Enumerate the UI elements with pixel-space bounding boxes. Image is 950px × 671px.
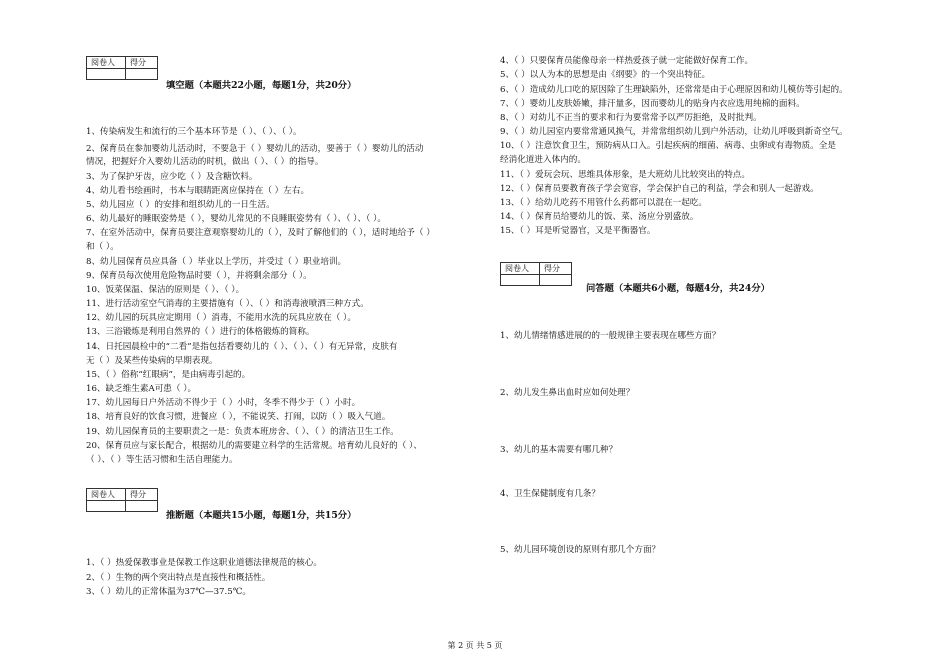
fill-blank-line: 无（ ）及某些传染病的早期表现。 [86,356,218,366]
true-false-line: 8、（ ）对幼儿不正当的要求和行为要常常予以严厉拒绝，及时批判。 [500,113,762,123]
qa-section-title: 问答题（本题共6小题，每题4分，共24分） [586,283,770,294]
reviewer-label: 阅卷人 [501,263,540,275]
true-false-line: 1、（ ）热爱保教事业是保教工作这职业道德法律规范的核心。 [86,558,322,568]
qa-question: 3、幼儿的基本需要有哪几种？ [500,445,618,455]
true-false-section-title: 推断题（本题共15小题，每题1分，共15分） [166,510,357,521]
true-false-line: 3、（ ）幼儿的正常体温为37℃—37.5℃。 [86,587,251,597]
fill-blank-line: 13、三浴锻炼是利用自然界的（ ）进行的体格锻炼的简称。 [86,327,315,337]
fill-blank-line: 15、（ ）俗称“红眼病”，是由病毒引起的。 [86,370,251,380]
fill-blank-line: 8、幼儿园保育员应具备（ ）毕业以上学历，并受过（ ）职业培训。 [86,257,347,267]
qa-question: 5、幼儿园环境创设的原则有那几个方面？ [500,545,661,555]
true-false-line: 11、（ ）爱玩会玩、思维具体形象，是大班幼儿比较突出的特点。 [500,170,750,180]
fill-blank-line: 和（ ）。 [86,242,119,252]
fill-blank-line: 16、缺乏维生素A可患（ ）。 [86,384,197,394]
fill-blank-line: 12、幼儿园的玩具应定期用（ ）消毒，不能用水洗的玩具应放在（ ）。 [86,313,356,323]
reviewer-label: 阅卷人 [87,57,126,69]
fill-blank-line: 11、进行活动室空气消毒的主要措施有（ ）、（ ）和消毒液喷洒三种方式。 [86,299,369,309]
fill-blank-line: 情况，把握好介入婴幼儿活动的时机，做出（ ）、（ ）的指导。 [86,157,324,167]
fill-blank-line: 19、幼儿园保育员的主要职责之一是：负责本班房舍、（ ）、（ ）的清洁卫生工作。 [86,427,399,437]
reviewer-label: 阅卷人 [87,489,126,501]
true-false-line: 15、（ ）耳是听觉器官，又是平衡器官。 [500,226,656,236]
fill-blank-section-title: 填空题（本题共22小题，每题1分，共20分） [166,80,357,91]
true-false-line: 14、（ ）保育员给婴幼儿的饭、菜、汤应分别盛放。 [500,212,699,222]
fill-blank-line: 18、培育良好的饮食习惯，进餐应（ ），不能说笑、打闹，以防（ ）吸入气道。 [86,412,391,422]
true-false-line: 7、（ ）婴幼儿皮肤娇嫩，排汗量多，因而婴幼儿的贴身内衣应选用纯棉的面料。 [500,99,805,109]
score-label: 得分 [540,263,572,275]
fill-blank-line: 17、幼儿园每日户外活动不得少于（ ）小时，冬季不得少于（ ）小时。 [86,398,361,408]
true-false-line: 9、（ ）幼儿园室内要常常通风换气，并常常组织幼儿到户外活动，让幼儿呼吸到新奇空气。 [500,127,848,137]
score-box-qa [500,262,572,286]
score-cell [126,501,158,512]
score-box-true-false [86,488,158,512]
fill-blank-line: 14、日托园晨检中的“二看”是指包括看婴幼儿的（ ）、（ ）、（ ）有无异常，皮肤有 [86,342,398,352]
score-box-fill-blank [86,56,158,80]
fill-blank-line: 20、保育员应与家长配合，根据幼儿的需要建立科学的生活常规。培育幼儿良好的（ ）、 [86,441,422,451]
fill-blank-line: 2、保育员在参加婴幼儿活动时，不要急于（ ）婴幼儿的活动，要善于（ ）婴幼儿的活动 [86,144,424,154]
qa-question: 1、幼儿情绪情感进展的的一般规律主要表现在哪些方面？ [500,331,721,341]
fill-blank-line: 1、传染病发生和流行的三个基本环节是（ ）、（ ）、（ ）。 [86,127,302,137]
true-false-line: 12、（ ）保育员要教育孩子学会宽容，学会保护自己的利益，学会和别人一起游戏。 [500,184,819,194]
true-false-line: 6、（ ）造成幼儿口吃的原因除了生理缺陷外，还常常是由于心理原因和幼儿模仿等引起的。 [500,85,848,95]
reviewer-cell [87,501,126,512]
fill-blank-line: 6、幼儿最好的睡眠姿势是（ ），婴幼儿常见的不良睡眠姿势有（ ）、（ ）、（ ）。 [86,214,386,224]
true-false-line: 4、（ ）只要保育员能像母亲一样热爱孩子就一定能做好保育工作。 [500,56,754,66]
score-cell [126,69,158,80]
fill-blank-line: 5、幼儿园应（ ）的安排和组织幼儿的一日生活。 [86,200,275,210]
score-cell [540,275,572,286]
qa-question: 4、卫生保健制度有几条？ [500,489,600,499]
qa-question: 2、幼儿发生鼻出血时应如何处理？ [500,388,635,398]
score-label: 得分 [126,489,158,501]
fill-blank-line: 9、保育员每次使用危险物品时要（ ），并将剩余部分（ ）。 [86,271,312,281]
fill-blank-line: 7、在室外活动中，保育员要注意观察婴幼儿的（ ），及时了解他们的（ ），适时地给予（ ） [86,228,435,238]
page-footer: 第 2 页 共 5 页 [447,641,503,650]
fill-blank-line: 10、饭菜保温、保洁的原则是（ ）、（ ）。 [86,285,245,295]
true-false-line: 经消化道进入体内的。 [500,155,586,165]
reviewer-cell [87,69,126,80]
fill-blank-line: 3、为了保护牙齿，应少吃（ ）及含糖饮料。 [86,172,258,182]
true-false-line: 13、（ ）给幼儿吃药不用管什么药都可以混在一起吃。 [500,198,708,208]
true-false-line: 2、（ ）生物的两个突出特点是直接性和概括性。 [86,573,271,583]
true-false-line: 10、（ ）注意饮食卫生，预防病从口入。引起疾病的细菌、病毒、虫卵或有毒物质。全是 [500,141,836,151]
fill-blank-line: （ ）、（ ）等生活习惯和生活自理能力。 [86,455,238,465]
fill-blank-line: 4、幼儿看书绘画时，书本与眼睛距离应保持在（ ）左右。 [86,186,310,196]
score-label: 得分 [126,57,158,69]
true-false-line: 5、（ ）以人为本的思想是由《纲要》的一个突出特征。 [500,70,711,80]
reviewer-cell [501,275,540,286]
